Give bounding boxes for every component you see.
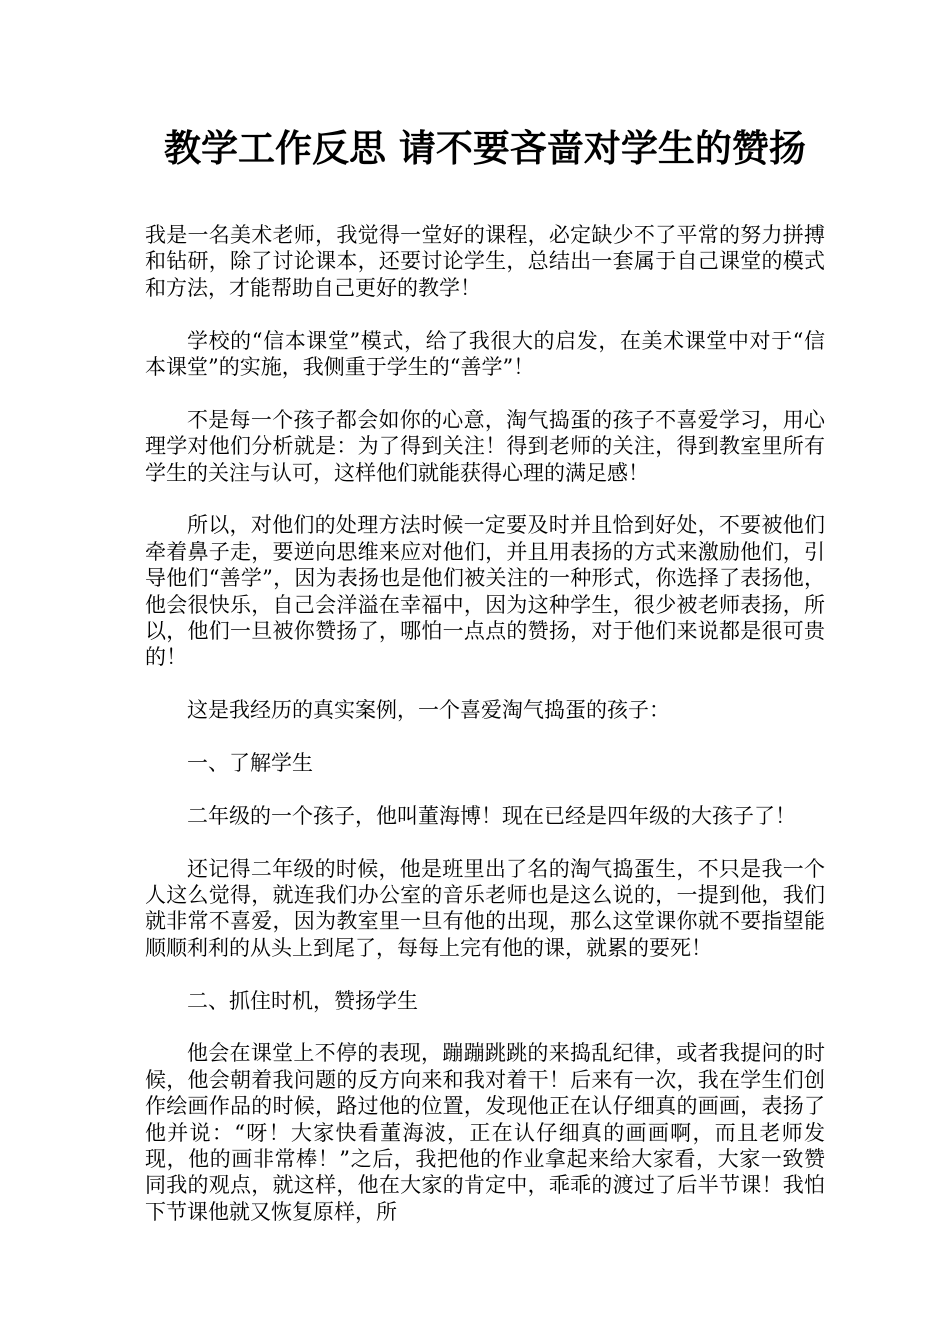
paragraph: 我是一名美术老师，我觉得一堂好的课程，必定缺少不了平常的努力拼搏和钻研，除了讨论课本，还要讨论学生，总结出一套属于自己课堂的模式和方法，才能帮助自己更好的教学！ — [145, 223, 825, 300]
paragraph: 他会在课堂上不停的表现，蹦蹦跳跳的来捣乱纪律，或者我提问的时候，他会朝着我问题的反方向来和我对着干！后来有一次，我在学生们创作绘画作品的时候，路过他的位置，发现他正在认仔细真的画画，表扬了他并说：“呀！大家快看董海波，正在认仔细真的画画啊，而且老师发现，他的画非常棒！”之后，我把他的作业拿起来给大家看，大家一致赞同我的观点，就这样，他在大家的肯定中，乖乖的渡过了后半节课！我怕下节课他就又恢复原样，所 — [145, 1041, 825, 1224]
paragraph: 这是我经历的真实案例，一个喜爱淘气捣蛋的孩子： — [187, 698, 670, 723]
paragraph: 还记得二年级的时候，他是班里出了名的淘气捣蛋生，不只是我一个人这么觉得，就连我们办公室的音乐老师也是这么说的，一提到他，我们就非常不喜爱，因为教室里一旦有他的出现，那么这堂课你就不要指望能顺顺利利的从头上到尾了，每每上完有他的课，就累的要死！ — [145, 856, 825, 960]
paragraph: 所以，对他们的处理方法时候一定要及时并且恰到好处，不要被他们牵着鼻子走，要逆向思维来应对他们，并且用表扬的方式来激励他们，引导他们“善学”，因为表扬也是他们被关注的一种形式，你选择了表扬他，他会很快乐，自己会洋溢在幸福中，因为这种学生，很少被老师表扬，所以，他们一旦被你赞扬了，哪怕一点点的赞扬，对于他们来说都是很可贵的！ — [145, 513, 825, 670]
section-heading: 二、抓住时机，赞扬学生 — [187, 988, 418, 1013]
paragraph: 学校的“信本课堂”模式，给了我很大的启发，在美术课堂中对于“信本课堂”的实施，我侧重于学生的“善学”！ — [145, 328, 825, 380]
paragraph: 二年级的一个孩子，他叫董海博！现在已经是四年级的大孩子了！ — [187, 803, 796, 828]
document-body — [145, 222, 825, 1225]
paragraph: 不是每一个孩子都会如你的心意，淘气捣蛋的孩子不喜爱学习，用心理学对他们分析就是：为了得到关注！得到老师的关注，得到教室里所有学生的关注与认可，这样他们就能获得心理的满足感！ — [145, 407, 825, 485]
section-heading: 一、了解学生 — [187, 751, 313, 776]
document-title: 教学工作反思 请不要吝啬对学生的赞扬 — [164, 126, 806, 170]
